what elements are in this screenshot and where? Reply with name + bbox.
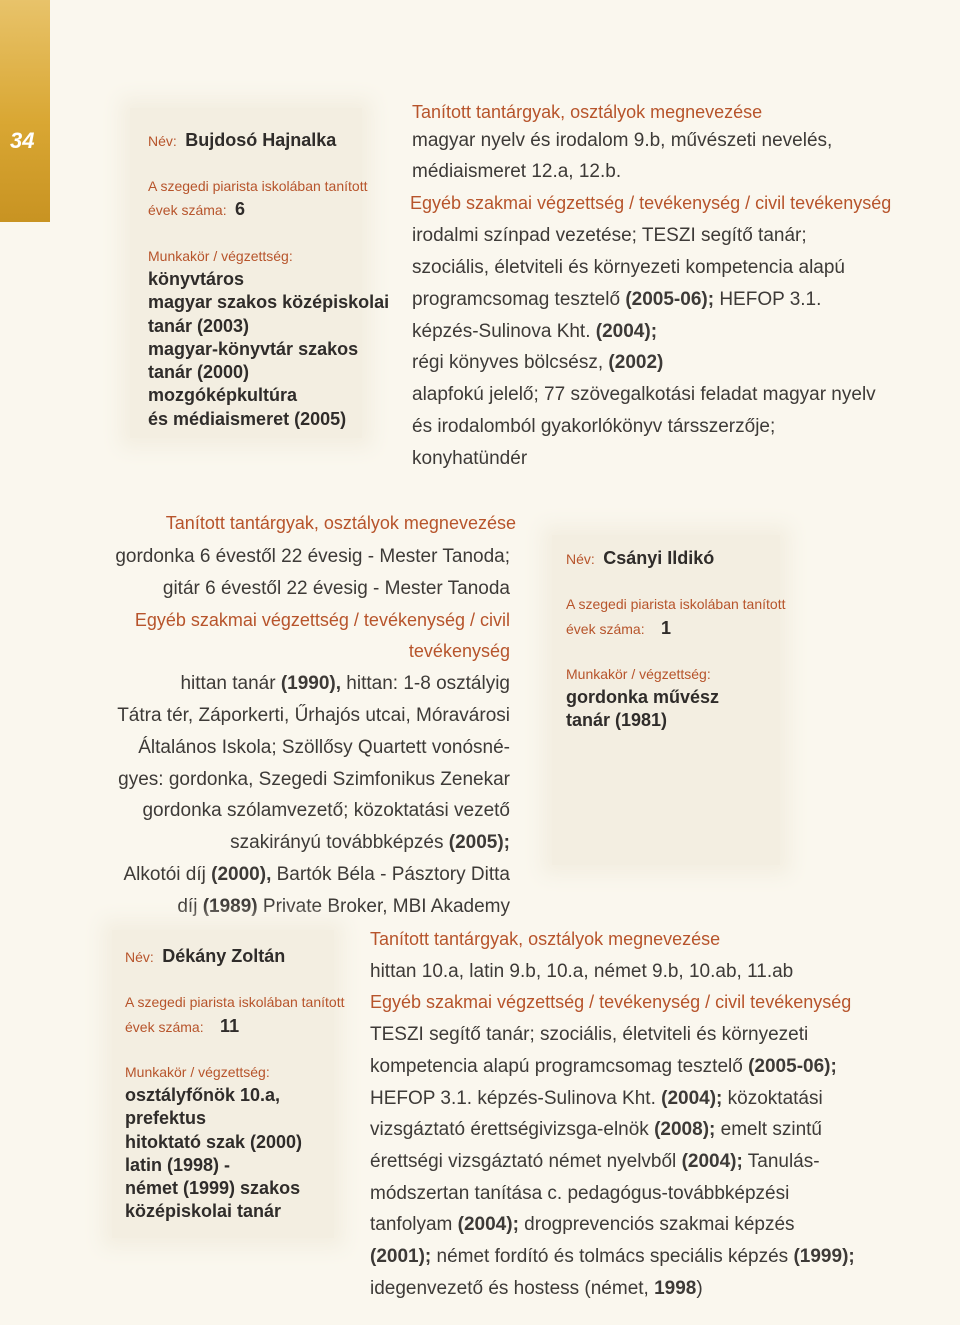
role-item: prefektus [125,1108,207,1129]
subjects-text: gordonka 6 évestől 22 évesig - Mester Tanoda; [115,546,510,567]
other-text: szociális, életviteli és környezeti kompetencia alapú [412,257,845,278]
years-value: 11 [220,1016,240,1036]
person-name: Bujdosó Hajnalka [185,130,337,150]
other-text: (2001); német fordító és tolmács speciális képzés (1999); [370,1246,855,1268]
person-name: Dékány Zoltán [162,946,286,966]
subjects-text: gitár 6 évestől 22 évesig - Mester Tanoda [162,577,510,599]
years-row [148,199,245,220]
other-heading: Egyéb szakmai végzettség / tevékenység / civil tevékenység [410,193,892,213]
other-text: és irodalomból gyakorlókönyv társszerzője; [412,416,776,437]
other-text: módszertan tanítása c. pedagógus-továbbképzési [370,1182,790,1204]
subjects-text: magyar nyelv és irodalom 9.b, művészeti nevelés, [412,130,833,151]
role-item: latin (1998) - [125,1154,231,1175]
other-text: idegenvezető és hostess (német, 1998) [370,1277,703,1299]
role-item: osztályfőnök 10.a, [125,1085,281,1105]
other-text: alapfokú jelelő; 77 szövegalkotási feladat magyar nyelv [412,384,876,405]
role-item: középiskolai tanár [125,1201,282,1222]
other-text: képzés-Sulinova Kht. (2004); [412,321,658,342]
years-label: évek száma: [566,621,645,637]
subjects-heading: Tanított tantárgyak, osztályok megnevezése [165,513,516,533]
role-label: Munkakör / végzettség: [125,1064,270,1080]
other-text: Általános Iskola; Szöllősy Quartett vonósné- [138,736,510,758]
years-value: 6 [235,199,246,219]
years-label-line1: A szegedi piarista iskolában tanított [125,994,345,1010]
name-label: Név: [125,949,154,965]
role-item: gordonka művész [566,687,720,707]
role-item: és médiaismeret (2005) [148,408,347,429]
role-label: Munkakör / végzettség: [566,666,711,682]
other-text: kompetencia alapú programcsomag tesztelő (2005-06); [370,1055,837,1077]
years-label: évek száma: [125,1019,204,1035]
other-text: tanfolyam (2004); drogprevenciós szakmai képzés [370,1214,795,1236]
page-number: 34 [10,128,35,153]
name-label: Név: [566,551,595,567]
name-label: Név: [148,133,177,149]
years-row [566,618,671,639]
p3-text-block [370,924,940,1304]
years-value: 1 [661,618,672,638]
other-text: szakirányú továbbképzés (2005); [230,832,510,854]
other-text: Alkotói díj (2000), Bartók Béla - Pásztory Ditta [123,863,510,885]
role-item: tanár (2000) [148,362,250,383]
role-item: hitoktató szak (2000) [125,1131,303,1152]
subjects-heading: Tanított tantárgyak, osztályok megnevezése [412,102,763,122]
page-tab [0,0,50,222]
role-item: tanár (1981) [566,710,668,731]
years-label-line1: A szegedi piarista iskolában tanított [148,178,368,194]
p2-text-block [90,541,510,923]
person-name: Csányi Ildikó [603,548,715,568]
other-heading: Egyéb szakmai végzettség / tevékenység / civil tevékenység [134,609,510,662]
other-text: hittan tanár (1990), hittan: 1-8 osztályig [180,673,510,695]
other-text: konyhatündér [412,448,528,469]
subjects-heading: Tanított tantárgyak, osztályok megnevezése [370,929,721,949]
name-row-1 [148,130,336,151]
role-item: német (1999) szakos [125,1178,301,1199]
role-list [566,686,719,733]
role-label: Munkakör / végzettség: [148,248,293,264]
other-text: Tátra tér, Záporkerti, Űrhajós utcai, Móravárosi [117,704,510,726]
years-label: évek száma: [148,202,227,218]
name-row-2 [566,548,714,569]
role-item: magyar szakos középiskolai [148,292,390,313]
role-item: magyar-könyvtár szakos [148,338,359,359]
other-heading: Egyéb szakmai végzettség / tevékenység / civil tevékenység [370,992,852,1013]
role-item: mozgóképkultúra [148,385,298,406]
other-text: régi könyves bölcsész, (2002) [412,352,664,373]
other-text: TESZI segítő tanár; szociális, életviteli és környezeti [370,1024,809,1046]
name-row-3 [125,946,285,967]
other-text: díj (1989) Private Broker, MBI Akademy [177,895,510,917]
role-item: könyvtáros [148,269,245,289]
other-text: HEFOP 3.1. képzés-Sulinova Kht. (2004); közoktatási [370,1087,823,1109]
other-text: gordonka szólamvezető; közoktatási vezető [142,800,510,822]
subjects-text: hittan 10.a, latin 9.b, 10.a, német 9.b, 10.ab, 11.ab [370,960,794,982]
role-list [125,1084,302,1224]
other-text: programcsomag tesztelő (2005-06); HEFOP 3.1. [412,289,822,310]
other-text: vizsgáztató érettségivizsga-elnök (2008); emelt szintű [370,1119,822,1141]
other-text: irodalmi színpad vezetése; TESZI segítő tanár; [412,225,807,246]
other-text: érettségi vizsgáztató német nyelvből (2004); Tanulás- [370,1150,820,1172]
other-text: gyes: gordonka, Szegedi Szimfonikus Zenekar [118,768,510,790]
role-item: tanár (2003) [148,315,250,336]
years-row [125,1016,239,1037]
subjects-text: médiaismeret 12.a, 12.b. [412,161,622,182]
role-list [148,268,389,431]
years-label-line1: A szegedi piarista iskolában tanított [566,596,786,612]
